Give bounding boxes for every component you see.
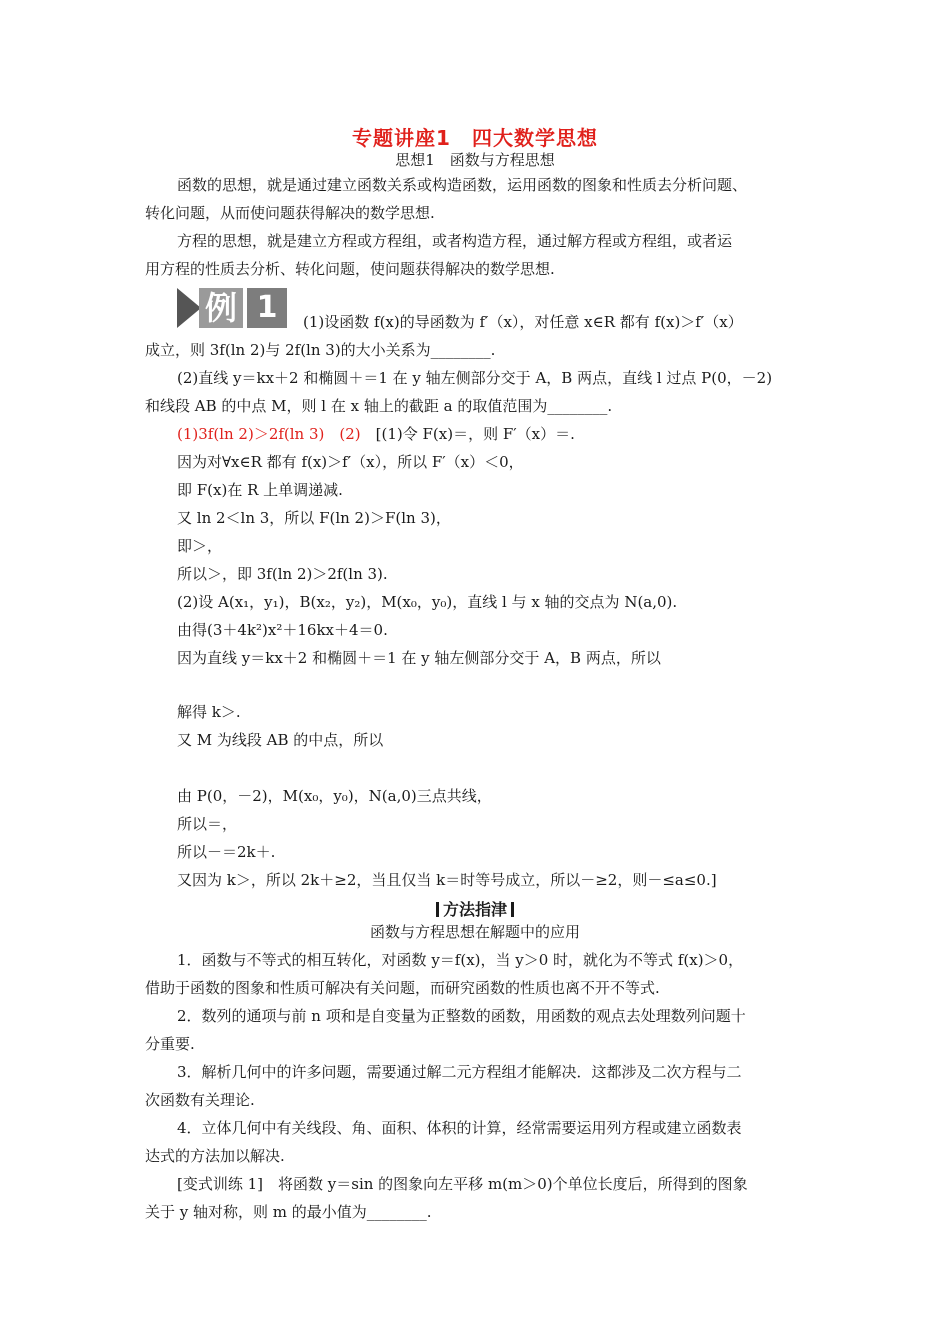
method-line: 4．立体几何中有关线段、角、面积、体积的计算，经常需要运用列方程或建立函数表 xyxy=(177,1119,742,1137)
heading-bar-right xyxy=(511,902,514,917)
answer-key: (1)3f(ln 2)＞2f(ln 3) (2) xyxy=(177,425,361,443)
method-subtitle: 函数与方程思想在解题中的应用 xyxy=(369,923,580,941)
example-line: (2)直线 y＝kx＋2 和椭圆＋＝1 在 y 轴左侧部分交于 A，B 两点，直线 l 过点 P(0，－2) xyxy=(177,369,773,387)
example-badge xyxy=(177,288,287,328)
method-line: 次函数有关理论. xyxy=(145,1091,255,1109)
solution-line: 由得(3＋4k²)x²＋16kx＋4＝0. xyxy=(177,621,388,639)
solution-line: 又 M 为线段 AB 的中点，所以 xyxy=(177,731,384,749)
solution-line: 所以＝， xyxy=(177,815,238,833)
method-line: 2．数列的通项与前 n 项和是自变量为正整数的函数，用函数的观点去处理数列问题十 xyxy=(177,1007,746,1025)
example-badge-label: 例 xyxy=(199,288,243,328)
solution-line: 所以－＝2k＋. xyxy=(177,843,276,861)
solution-line: 因为对∀x∈R 都有 f(x)＞f′（x），所以 F′（x）＜0， xyxy=(177,453,524,471)
solution-line: 解得 k＞. xyxy=(177,703,241,721)
example-line: 和线段 AB 的中点 M，则 l 在 x 轴上的截距 a 的取值范围为________. xyxy=(145,397,613,415)
intro-line: 方程的思想，就是建立方程或方程组，或者构造方程，通过解方程或方程组，或者运 xyxy=(177,232,733,250)
heading-bar-left xyxy=(436,902,439,917)
example-badge-number: 1 xyxy=(247,288,287,328)
example-line: (1)设函数 f(x)的导函数为 f′（x），对任意 x∈R 都有 f(x)＞f′（x） xyxy=(303,313,743,331)
method-line: 达式的方法加以解决. xyxy=(145,1147,285,1165)
intro-line: 用方程的性质去分析、转化问题，使问题获得解决的数学思想. xyxy=(145,260,555,278)
solution-line: 即＞， xyxy=(177,537,223,555)
answer-solution-start: [(1)令 F(x)＝，则 F′（x）＝. xyxy=(360,425,575,443)
solution-line: 因为直线 y＝kx＋2 和椭圆＋＝1 在 y 轴左侧部分交于 A，B 两点，所以 xyxy=(177,649,661,667)
answer-line xyxy=(177,424,575,444)
page-title: 专题讲座1 四大数学思想 xyxy=(352,126,598,150)
exercise-line: [变式训练 1] 将函数 y＝sin 的图象向左平移 m(m＞0)个单位长度后，所得到的图象 xyxy=(177,1175,748,1193)
method-line: 分重要. xyxy=(145,1035,195,1053)
arrow-icon xyxy=(177,288,201,328)
method-heading xyxy=(0,897,950,920)
intro-line: 函数的思想，就是通过建立函数关系或构造函数，运用函数的图象和性质去分析问题、 xyxy=(177,176,748,194)
method-title: 方法指津 xyxy=(442,900,507,919)
solution-line: 又因为 k＞，所以 2k＋≥2，当且仅当 k＝时等号成立，所以－≥2，则－≤a≤0.] xyxy=(177,871,717,889)
method-line: 借助于函数的图象和性质可解决有关问题，而研究函数的性质也离不开不等式. xyxy=(145,979,660,997)
solution-line: 由 P(0，－2)，M(x₀，y₀)，N(a,0)三点共线， xyxy=(177,787,492,805)
solution-line: 所以＞，即 3f(ln 2)＞2f(ln 3). xyxy=(177,565,388,583)
method-line: 1．函数与不等式的相互转化，对函数 y＝f(x)，当 y＞0 时，就化为不等式 f(x)＞0， xyxy=(177,951,744,969)
solution-line: 又 ln 2＜ln 3，所以 F(ln 2)＞F(ln 3)， xyxy=(177,509,451,527)
intro-line: 转化问题，从而使问题获得解决的数学思想. xyxy=(145,204,435,222)
example-line: 成立，则 3f(ln 2)与 2f(ln 3)的大小关系为________. xyxy=(145,341,496,359)
solution-line: (2)设 A(x₁，y₁)，B(x₂，y₂)，M(x₀，y₀)，直线 l 与 x 轴的交点为 N(a,0). xyxy=(177,593,678,611)
exercise-line: 关于 y 轴对称，则 m 的最小值为________. xyxy=(145,1203,432,1221)
solution-line: 即 F(x)在 R 上单调递减. xyxy=(177,481,343,499)
method-line: 3．解析几何中的许多问题，需要通过解二元方程组才能解决．这都涉及二次方程与二 xyxy=(177,1063,742,1081)
section-subtitle: 思想1 函数与方程思想 xyxy=(395,151,555,169)
